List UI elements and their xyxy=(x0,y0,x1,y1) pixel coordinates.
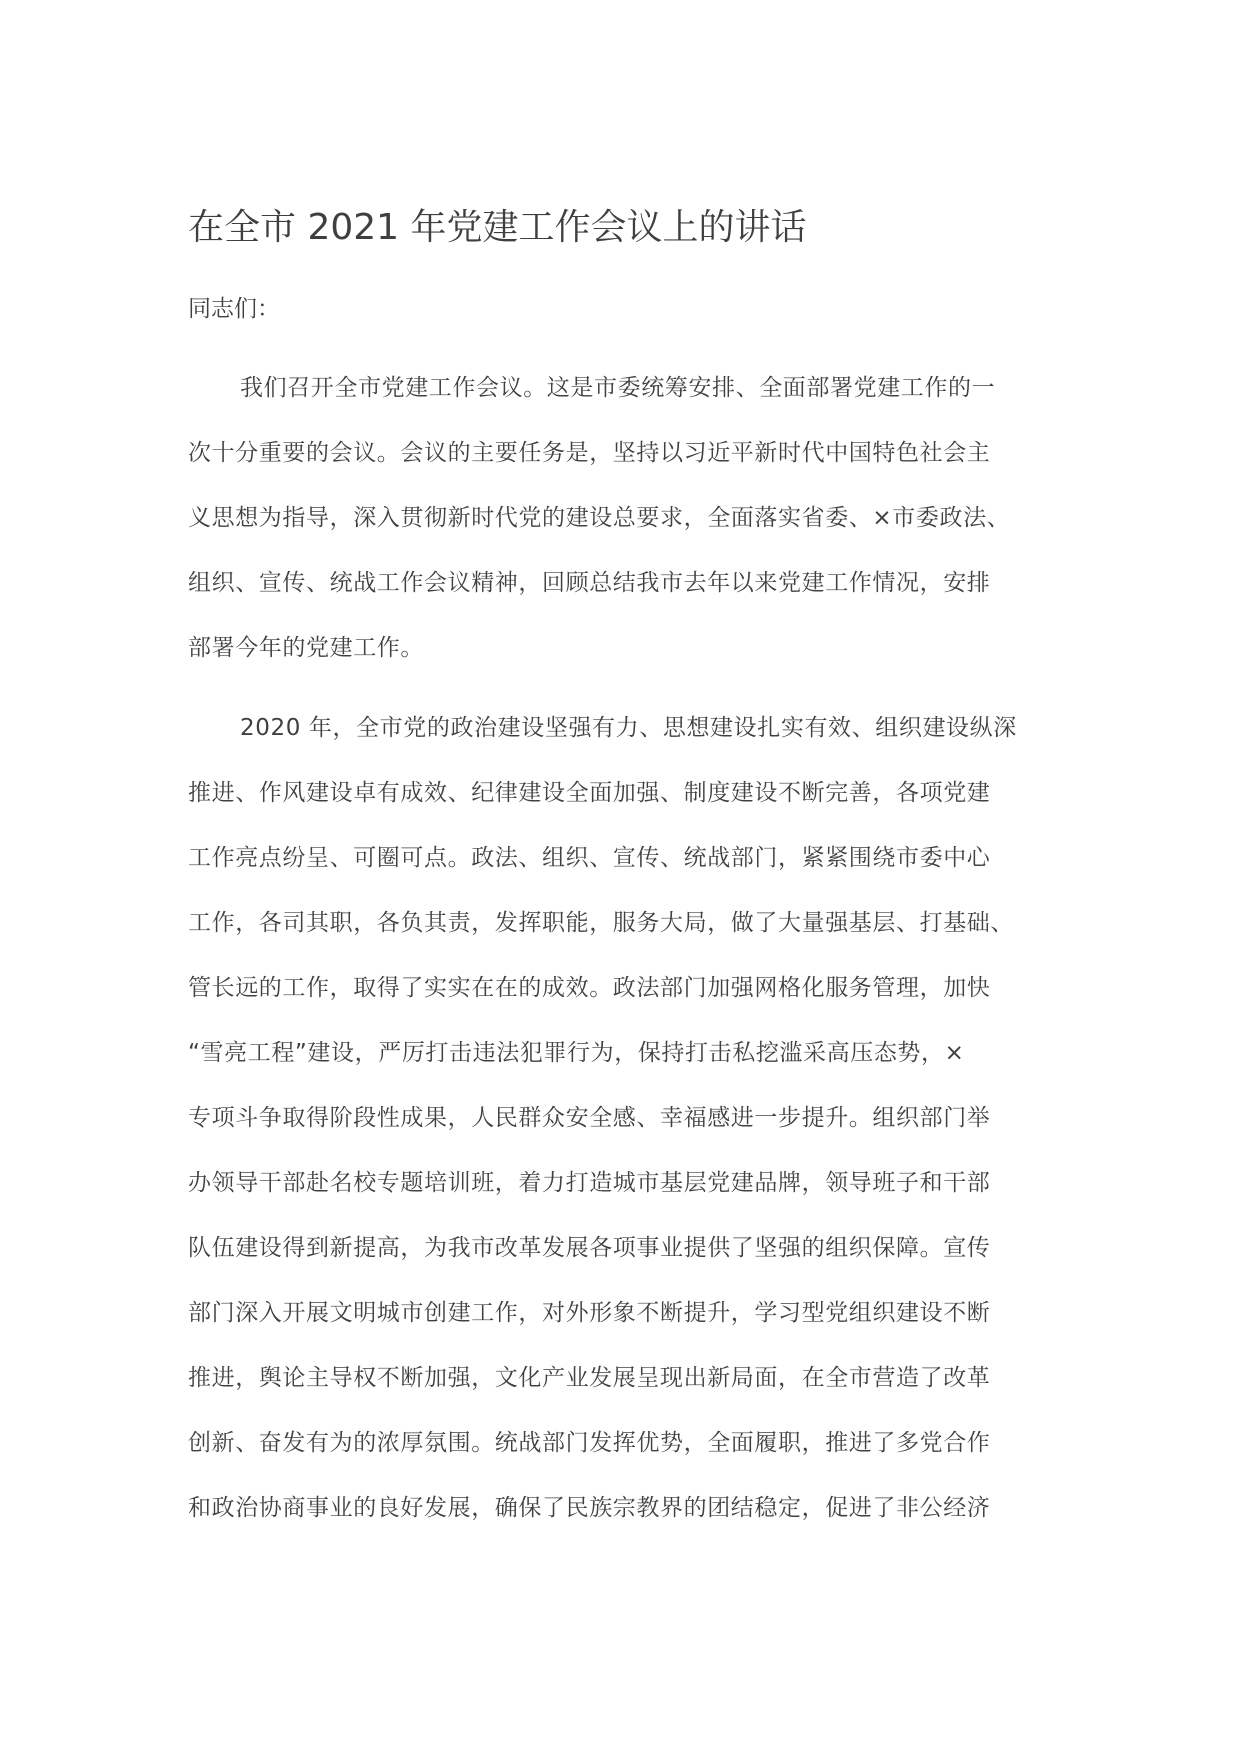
paragraph-line: 次十分重要的会议。会议的主要任务是，坚持以习近平新时代中国特色社会主 xyxy=(188,440,991,466)
paragraph-line: “雪亮工程”建设，严厉打击违法犯罪行为，保持打击私挖滥采高压态势，× xyxy=(188,1040,965,1066)
paragraph-line: 办领导干部赴名校专题培训班，着力打造城市基层党建品牌，领导班子和干部 xyxy=(188,1170,991,1196)
paragraph-line: 我们召开全市党建工作会议。这是市委统筹安排、全面部署党建工作的一 xyxy=(240,375,996,401)
salutation: 同志们： xyxy=(188,296,280,322)
document-title: 在全市 2021 年党建工作会议上的讲话 xyxy=(188,207,807,248)
paragraph-line: 和政治协商事业的良好发展，确保了民族宗教界的团结稳定，促进了非公经济 xyxy=(188,1495,991,1521)
paragraph-line: 管长远的工作，取得了实实在在的成效。政法部门加强网格化服务管理，加快 xyxy=(188,975,991,1001)
paragraph-line: 专项斗争取得阶段性成果，人民群众安全感、幸福感进一步提升。组织部门举 xyxy=(188,1105,991,1131)
paragraph-line: 组织、宣传、统战工作会议精神，回顾总结我市去年以来党建工作情况，安排 xyxy=(188,570,991,596)
paragraph-line: 推进、作风建设卓有成效、纪律建设全面加强、制度建设不断完善，各项党建 xyxy=(188,780,991,806)
paragraph-line: 创新、奋发有为的浓厚氛围。统战部门发挥优势，全面履职，推进了多党合作 xyxy=(188,1430,991,1456)
paragraph-line: 2020 年，全市党的政治建设坚强有力、思想建设扎实有效、组织建设纵深 xyxy=(240,715,1017,741)
paragraph-line: 队伍建设得到新提高，为我市改革发展各项事业提供了坚强的组织保障。宣传 xyxy=(188,1235,991,1261)
paragraph-line: 工作亮点纷呈、可圈可点。政法、组织、宣传、统战部门，紧紧围绕市委中心 xyxy=(188,845,991,871)
paragraph-2020-review xyxy=(188,712,1068,1557)
paragraph-line: 部门深入开展文明城市创建工作，对外形象不断提升，学习型党组织建设不断 xyxy=(188,1300,991,1326)
paragraph-line: 推进，舆论主导权不断加强，文化产业发展呈现出新局面，在全市营造了改革 xyxy=(188,1365,991,1391)
paragraph-line: 义思想为指导，深入贯彻新时代党的建设总要求，全面落实省委、×市委政法、 xyxy=(188,505,1011,531)
paragraph-line: 部署今年的党建工作。 xyxy=(188,635,424,661)
paragraph-meeting-purpose xyxy=(188,372,1068,697)
paragraph-line: 工作，各司其职，各负其责，发挥职能，服务大局，做了大量强基层、打基础、 xyxy=(188,910,1014,936)
